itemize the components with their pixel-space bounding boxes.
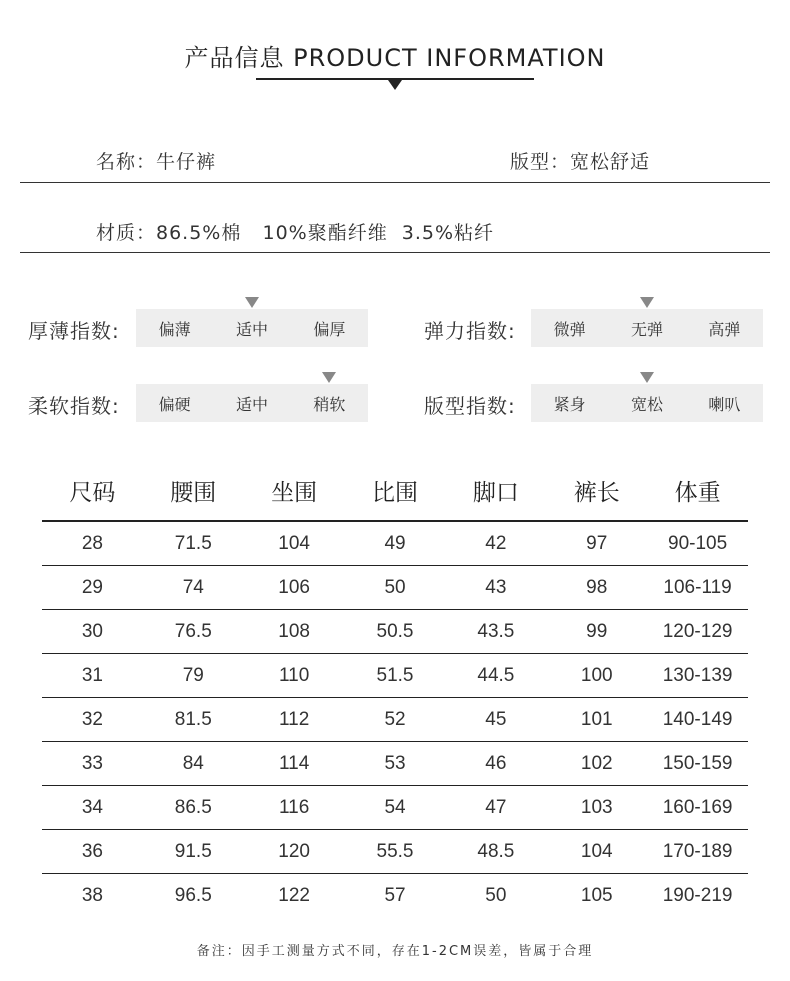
elasticity-option: 高弹 [708, 319, 741, 339]
table-cell: 76.5 [174, 621, 212, 642]
table-cell: 30 [81, 621, 103, 642]
table-cell: 103 [580, 797, 613, 818]
column-header: 坐围 [271, 480, 318, 506]
table-cell: 104 [580, 841, 613, 862]
table-cell: 55.5 [376, 841, 414, 862]
table-cell: 170-189 [662, 841, 733, 862]
table-cell: 45 [485, 709, 507, 730]
table-cell: 74 [182, 577, 204, 598]
product-fit: 版型：宽松舒适 [510, 151, 651, 173]
table-row [42, 742, 748, 786]
table-cell: 150-159 [662, 753, 733, 774]
table-cell: 120 [278, 841, 310, 862]
table-cell: 98 [586, 577, 608, 598]
table-cell: 50.5 [376, 621, 414, 642]
divider [20, 252, 770, 253]
table-cell: 43.5 [477, 621, 515, 642]
table-cell: 116 [279, 797, 310, 818]
table-cell: 29 [81, 577, 103, 598]
table-row [42, 522, 748, 566]
table-cell: 112 [279, 709, 310, 730]
table-cell: 96.5 [174, 885, 212, 906]
divider [20, 182, 770, 183]
table-cell: 28 [81, 533, 103, 554]
table-cell: 99 [586, 621, 608, 642]
thickness-index-label: 厚薄指数: [28, 319, 120, 343]
thickness-option: 偏厚 [313, 319, 346, 339]
table-cell: 44.5 [477, 665, 515, 686]
table-cell: 51.5 [376, 665, 414, 686]
table-cell: 53 [384, 753, 406, 774]
fit-option: 喇叭 [708, 394, 741, 414]
fit-index-bar [531, 384, 763, 422]
table-cell: 52 [384, 709, 406, 730]
softness-index-bar [136, 384, 368, 422]
table-cell: 54 [384, 797, 406, 818]
page-title: 产品信息 PRODUCT INFORMATION [184, 44, 606, 72]
thickness-option: 偏薄 [158, 319, 191, 339]
selected-marker-icon [322, 372, 336, 383]
elasticity-option: 微弹 [553, 319, 586, 339]
table-cell: 33 [81, 753, 103, 774]
product-name: 名称：牛仔裤 [96, 151, 217, 173]
table-cell: 36 [81, 841, 103, 862]
table-cell: 31 [81, 665, 103, 686]
fit-index-label: 版型指数: [424, 394, 516, 418]
table-cell: 50 [384, 577, 406, 598]
table-cell: 160-169 [662, 797, 733, 818]
table-cell: 49 [384, 533, 406, 554]
column-header: 脚口 [472, 480, 519, 506]
product-material: 材质：86.5%棉 10%聚酯纤维 3.5%粘纤 [96, 222, 495, 244]
thickness-index-bar [136, 309, 368, 347]
table-cell: 110 [279, 665, 310, 686]
table-cell: 43 [485, 577, 507, 598]
column-header: 裤长 [573, 480, 620, 506]
column-header: 体重 [674, 480, 721, 506]
table-cell: 105 [580, 885, 613, 906]
selected-marker-icon [245, 297, 259, 308]
softness-option: 偏硬 [158, 394, 191, 414]
table-cell: 32 [81, 709, 103, 730]
table-cell: 104 [278, 533, 310, 554]
table-cell: 84 [182, 753, 204, 774]
table-cell: 57 [384, 885, 406, 906]
footer-note: 备注：因手工测量方式不同，存在1-2CM误差，皆属于合理 [196, 944, 594, 959]
table-cell: 47 [485, 797, 507, 818]
elasticity-index-bar [531, 309, 763, 347]
table-row [42, 610, 748, 654]
table-cell: 97 [586, 533, 608, 554]
size-table [42, 470, 748, 917]
table-row [42, 830, 748, 874]
softness-option: 适中 [235, 394, 268, 414]
table-cell: 108 [278, 621, 310, 642]
table-cell: 42 [485, 533, 507, 554]
table-cell: 120-129 [662, 621, 733, 642]
column-header: 比围 [372, 480, 418, 506]
selected-marker-icon [640, 372, 654, 383]
table-cell: 48.5 [477, 841, 515, 862]
fit-option: 紧身 [553, 394, 586, 414]
size-table-body [42, 522, 748, 917]
table-cell: 100 [580, 665, 613, 686]
softness-option-selected: 稍软 [291, 392, 368, 415]
table-cell: 106 [278, 577, 310, 598]
table-row [42, 566, 748, 610]
table-cell: 102 [580, 753, 613, 774]
table-cell: 81.5 [174, 709, 212, 730]
table-cell: 140-149 [662, 709, 733, 730]
table-cell: 50 [485, 885, 507, 906]
table-cell: 130-139 [662, 665, 733, 686]
table-cell: 71.5 [174, 533, 212, 554]
table-row [42, 874, 748, 917]
selected-marker-icon [640, 297, 654, 308]
size-table-header [42, 470, 748, 522]
table-cell: 34 [81, 797, 103, 818]
thickness-option-selected: 适中 [213, 317, 290, 340]
table-cell: 90-105 [668, 533, 728, 554]
table-cell: 79 [182, 665, 204, 686]
table-cell: 122 [278, 885, 310, 906]
table-cell: 114 [279, 753, 310, 774]
table-cell: 91.5 [174, 841, 212, 862]
elasticity-index-label: 弹力指数: [424, 319, 516, 343]
elasticity-option-selected: 无弹 [608, 317, 685, 340]
table-cell: 86.5 [174, 797, 212, 818]
table-row [42, 654, 748, 698]
table-row [42, 786, 748, 830]
title-arrow-icon [388, 80, 402, 90]
table-row [42, 698, 748, 742]
table-cell: 106-119 [663, 577, 732, 598]
column-header: 腰围 [170, 480, 217, 506]
table-cell: 38 [81, 885, 103, 906]
column-header: 尺码 [69, 480, 116, 506]
table-cell: 101 [580, 709, 613, 730]
table-cell: 190-219 [662, 885, 733, 906]
table-cell: 46 [485, 753, 507, 774]
fit-option-selected: 宽松 [608, 392, 685, 415]
softness-index-label: 柔软指数: [28, 394, 120, 418]
